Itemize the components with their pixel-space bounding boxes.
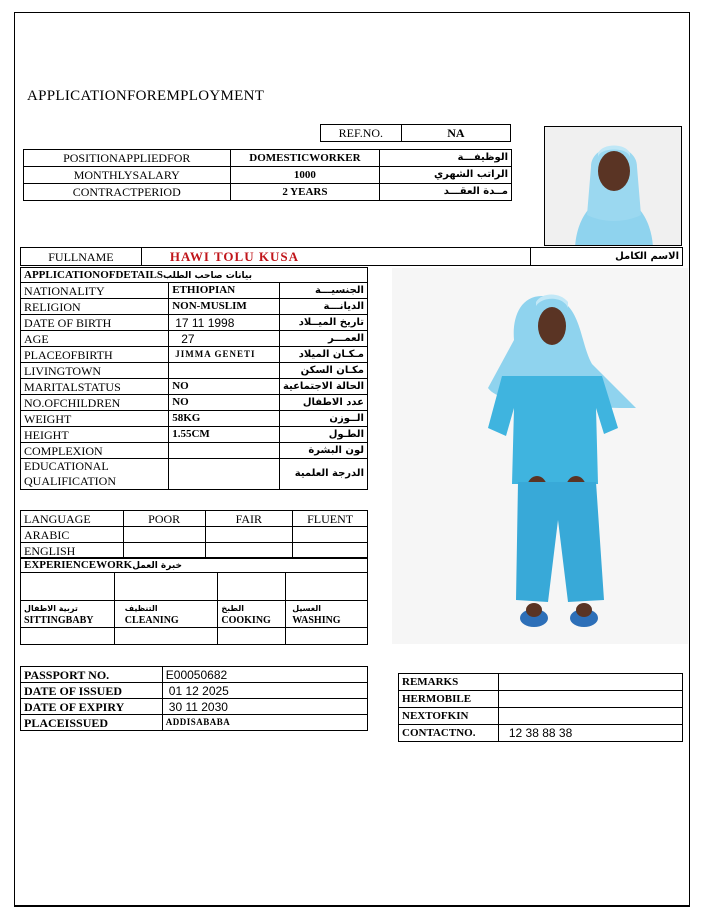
experience-table [20,557,368,645]
detail-value: 27 [169,331,280,347]
fullname-ar: الاسم الكامل [531,248,683,266]
details-table [20,267,368,490]
contract-value: 2 YEARS [230,184,380,201]
fullname-label: FULLNAME [21,248,142,266]
next-of-kin-value [498,708,682,725]
detail-ar: عدد الاطفال [279,395,367,411]
remarks-value [498,674,682,691]
skill-babysitting [21,601,115,628]
skill-label: SITTINGBABY [24,615,94,626]
form-title: APPLICATIONFOREMPLOYMENT [27,88,265,104]
detail-label: MARITALSTATUS [21,379,169,395]
language-cell [293,527,368,543]
detail-value: JIMMA GENETI [169,347,280,363]
experience-cell [218,573,286,601]
contact-label: CONTACTNO. [399,725,499,742]
language-header-fair: FAIR [205,511,293,527]
expiry-date-value: 30 11 2030 [162,699,367,715]
contract-label: CONTRACTPERIOD [24,184,231,201]
position-ar: الوظيفـــة [380,150,512,167]
remarks-table [398,673,683,742]
expiry-date-label: DATE OF EXPIRY [21,699,163,715]
details-header-en: APPLICATIONOFDETAILS [24,268,163,281]
skill-label: CLEANING [124,615,179,626]
detail-label: NATIONALITY [21,283,169,299]
details-header [21,268,368,283]
language-row-english: ENGLISH [21,543,124,559]
detail-value: NO [169,395,280,411]
education-label-line2: QUALIFICATION [24,474,116,488]
skill-ar: التنظيف [124,604,158,613]
place-issued-value: ADDISABABA [162,715,367,731]
detail-ar: مكـان السكن [279,363,367,379]
language-header-fluent: FLUENT [293,511,368,527]
passport-table [20,666,368,731]
applicant-portrait-photo [544,126,682,246]
salary-label: MONTHLYSALARY [24,167,231,184]
place-issued-label: PLACEISSUED [21,715,163,731]
experience-header-en: EXPERIENCEWORK [24,558,133,571]
experience-cell [114,573,218,601]
experience-header-ar: خبرة العمل [132,560,183,571]
detail-ar: الــوزن [279,411,367,427]
detail-value [169,363,280,379]
position-label: POSITIONAPPLIEDFOR [24,150,231,167]
detail-label: AGE [21,331,169,347]
detail-label: WEIGHT [21,411,169,427]
detail-value: ETHIOPIAN [169,283,280,299]
detail-ar: تاريخ الميــلاد [279,315,367,331]
contract-ar: مــدة العقـــد [380,184,512,201]
skill-ar: الغسيل [292,604,322,613]
passport-label: PASSPORT NO. [21,667,163,683]
detail-value: NON-MUSLIM [169,299,280,315]
detail-label: HEIGHT [21,427,169,443]
salary-value: 1000 [230,167,380,184]
applicant-full-body-photo [392,268,688,644]
skill-ar: تربية الاطفال [24,604,78,613]
issue-date-value: 01 12 2025 [162,683,367,699]
detail-label: NO.OFCHILDREN [21,395,169,411]
experience-cell [286,573,368,601]
issue-date-label: DATE OF ISSUED [21,683,163,699]
skill-cooking [218,601,286,628]
language-table [20,510,368,559]
detail-ar: مـكـان الميلاد [279,347,367,363]
experience-cell [114,628,218,645]
mobile-value [498,691,682,708]
passport-value: E00050682 [162,667,367,683]
ref-table [320,124,511,142]
skill-label: COOKING [221,615,271,626]
detail-value: 58KG [169,411,280,427]
education-label-line1: EDUCATIONAL [24,459,109,473]
detail-ar: الطـول [279,427,367,443]
ref-value: NA [401,125,510,142]
detail-ar: الديانـــة [279,299,367,315]
detail-ar: الجنسيـــة [279,283,367,299]
fullname-table [20,247,683,266]
education-label [21,459,169,490]
next-of-kin-label: NEXTOFKIN [399,708,499,725]
detail-label: PLACEOFBIRTH [21,347,169,363]
salary-ar: الراتب الشهري [380,167,512,184]
experience-cell [286,628,368,645]
position-table [23,149,512,201]
language-header-poor: POOR [123,511,205,527]
mobile-label: HERMOBILE [399,691,499,708]
experience-header [21,558,368,573]
detail-value: 17 11 1998 [169,315,280,331]
skill-washing [286,601,368,628]
experience-cell [21,628,115,645]
experience-cell [218,628,286,645]
ref-label: REF.NO. [321,125,402,142]
skill-cleaning [114,601,218,628]
education-ar: الدرجة العلمية [279,459,367,490]
detail-ar: لون البشرة [279,443,367,459]
page-bottom-rule [14,905,690,908]
education-value [169,459,280,490]
detail-label: RELIGION [21,299,169,315]
remarks-label: REMARKS [399,674,499,691]
skill-label: WASHING [292,615,341,626]
detail-value: 1.55CM [169,427,280,443]
experience-cell [21,573,115,601]
language-header: LANGUAGE [21,511,124,527]
skill-ar: الطبخ [221,604,244,613]
detail-label: DATE OF BIRTH [21,315,169,331]
detail-value: NO [169,379,280,395]
language-cell [123,527,205,543]
detail-label: LIVINGTOWN [21,363,169,379]
details-header-ar: بيانات صاحب الطلب [162,270,252,281]
detail-value [169,443,280,459]
fullname-value: HAWI TOLU KUSA [141,248,530,266]
detail-ar: الحالة الاجتماعية [279,379,367,395]
position-value: DOMESTICWORKER [230,150,380,167]
detail-ar: العمـــر [279,331,367,347]
language-row-arabic: ARABIC [21,527,124,543]
detail-label: COMPLEXION [21,443,169,459]
language-cell [205,527,293,543]
contact-value: 12 38 88 38 [498,725,682,742]
